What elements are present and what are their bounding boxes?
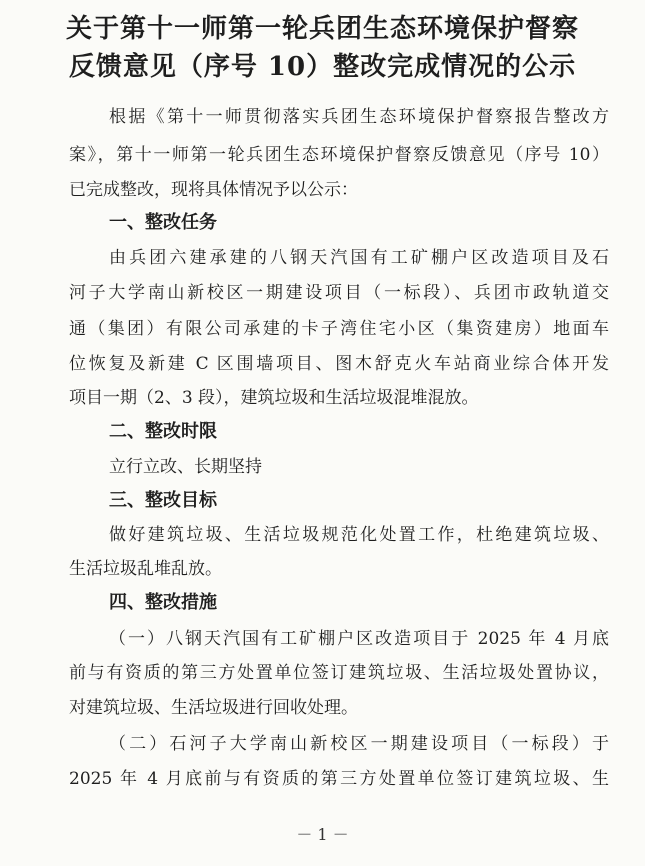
intro-line-1: 根据《第十一师贯彻落实兵团生态环境保护督察报告整改方 <box>109 107 609 127</box>
section1-line-2: 河子大学南山新校区一期建设项目（一标段）、兵团市政轨道交 <box>69 283 609 303</box>
section1-line-4: 位恢复及新建 C 区围墙项目、图木舒克火车站商业综合体开发 <box>69 354 609 374</box>
intro-line-2: 案》，第十一师第一轮兵团生态环境保护督察反馈意见（序号 10） <box>69 145 609 165</box>
title-line-1: 关于第十一师第一轮兵团生态环境保护督察 <box>65 14 579 44</box>
section1-line-1: 由兵团六建承建的八钢天汽国有工矿棚户区改造项目及石 <box>109 248 609 268</box>
section1-line-5: 项目一期（2、3 段），建筑垃圾和生活垃圾混堆混放。 <box>69 388 479 408</box>
section-heading-measures: 四、整改措施 <box>109 592 217 613</box>
section-heading-goals: 三、整改目标 <box>109 490 217 511</box>
intro-line-3: 已完成整改，现将具体情况予以公示： <box>69 180 358 200</box>
section4-line-2: 前与有资质的第三方处置单位签订建筑垃圾、生活垃圾处置协议， <box>69 663 609 683</box>
section4-line-4: （二）石河子大学南山新校区一期建设项目（一标段）于 <box>109 734 609 754</box>
section3-line-1: 做好建筑垃圾、生活垃圾规范化处置工作，杜绝建筑垃圾、 <box>109 525 609 545</box>
section-heading-deadline: 二、整改时限 <box>109 421 217 442</box>
section4-line-5: 2025 年 4 月底前与有资质的第三方处置单位签订建筑垃圾、生 <box>69 769 609 789</box>
section-heading-tasks: 一、整改任务 <box>109 212 217 233</box>
page-number: － 1 － <box>296 825 349 844</box>
section3-line-2: 生活垃圾乱堆乱放。 <box>69 559 222 579</box>
section2-line-1: 立行立改、长期坚持 <box>109 457 262 477</box>
section1-line-3: 通（集团）有限公司承建的卡子湾住宅小区（集资建房）地面车 <box>69 319 609 339</box>
title-line-2: 反馈意见（序号 10）整改完成情况的公示 <box>68 52 577 82</box>
section4-line-3: 对建筑垃圾、生活垃圾进行回收处理。 <box>69 698 358 718</box>
section4-line-1: （一）八钢天汽国有工矿棚户区改造项目于 2025 年 4 月底 <box>109 629 609 649</box>
